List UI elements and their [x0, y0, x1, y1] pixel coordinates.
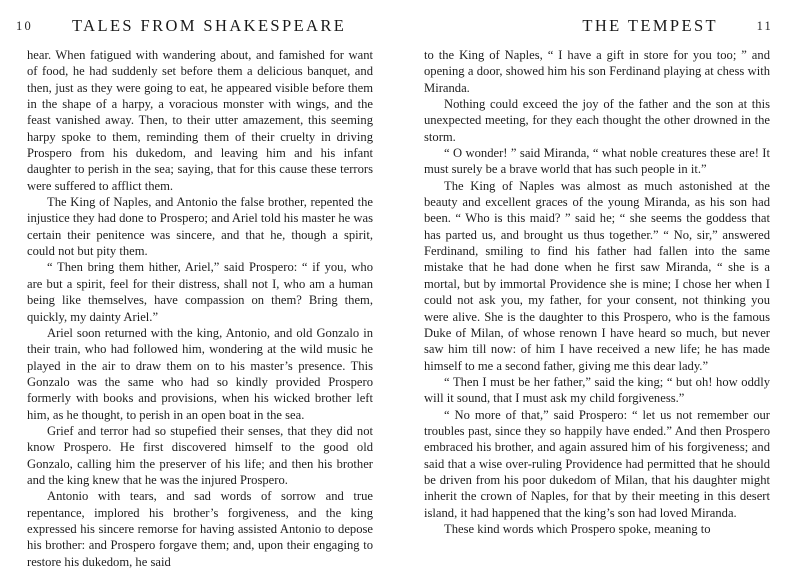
recto-header-title: THE TEMPEST	[582, 16, 718, 35]
paragraph: hear. When fatigued with wandering about, and famished for want of food, he had suddenly set before them a delicious banquet, and then, just as they were going to eat, he appeared visible before them in the shape of a harpy, a voracious monster with wings, and the feast vanished away. Then, to their utter amazement, this seeming harpy spoke to them, reminding them of their cruelty in driving Prospero from his dukedom, and leaving him and his infant daughter to perish in the sea; saying, that for this cause these terrors were suffered to afflict them.	[27, 48, 373, 193]
paragraph: Antonio with tears, and sad words of sorrow and true repentance, implored his brother’s forgiveness, and the king expressed his sincere remorse for having assisted Antonio to depose his brother: and Prospero forgave them; and, upon their engaging to restore his dukedom, he said	[27, 489, 373, 569]
verso-running-head	[16, 16, 376, 38]
paragraph: Grief and terror had so stupefied their senses, that they did not know Prospero. He first discovered himself to the good old Gonzalo, calling him the preserver of his life; and then his brother and the king knew that he was the injured Prospero.	[27, 423, 373, 487]
recto-page-number: 11	[756, 19, 773, 33]
verso-header-title: TALES FROM SHAKESPEARE	[72, 16, 347, 35]
paragraph: “ O wonder! ” said Miranda, “ what noble creatures these are! It must surely be a brave world that has such people in it.”	[424, 146, 770, 177]
paragraph: “ No more of that,” said Prospero: “ let us not remember our troubles past, since they so happily have ended.” And then Prospero embraced his brother, and again assured him of his forgiveness; and said that a wise over-ruling Providence had permitted that he should be driven from his poor dukedom of Milan, that his daughter might inherit the crown of Naples, for that by their meeting in this desert island, it had happened that the king’s son had loved Miranda.	[424, 407, 770, 520]
paragraph: These kind words which Prospero spoke, meaning to	[444, 521, 711, 536]
paragraph: “ Then bring them hither, Ariel,” said Prospero: “ if you, who are but a spirit, feel for their distress, shall not I, who am a human being like themselves, have compassion on them? Bring them, quickly, my dainty Ariel.”	[27, 260, 373, 324]
verso-page-number: 10	[16, 19, 33, 33]
paragraph: Nothing could exceed the joy of the father and the son at this unexpected meeting, for they each thought the other drowned in the storm.	[424, 97, 770, 144]
recto-running-head	[413, 16, 773, 38]
paragraph: The King of Naples, and Antonio the false brother, repented the injustice they had done to Prospero; and Ariel told his master he was certain their penitence was sincere, and that he, though a spirit, could not but pity them.	[27, 195, 373, 259]
paragraph: Ariel soon returned with the king, Antonio, and old Gonzalo in their train, who had followed him, wondering at the wild music he played in the air to draw them on to his master’s presence. This Gonzalo was the same who had so kindly provided Prospero formerly with books and provisions, when his wicked brother left him, as he thought, to perish in an open boat in the sea.	[27, 325, 373, 422]
paragraph: to the King of Naples, “ I have a gift in store for you too; ” and opening a door, showed him his son Ferdinand playing at chess with Miranda.	[424, 48, 770, 95]
left-text-column	[27, 47, 373, 570]
right-text-column	[424, 47, 770, 537]
paragraph: “ Then I must be her father,” said the king; “ but oh! how oddly will it sound, that I must ask my child forgiveness.”	[424, 374, 770, 406]
paragraph: The King of Naples was almost as much astonished at the beauty and excellent graces of the young Miranda, as his son had been. “ Who is this maid? ” said he; “ she seems the goddess that has parted us, and brought us thus together.” “ No, sir,” answered Ferdinand, smiling to find his father had fallen into the same mistake that he had done when he first saw Miranda, “ she is a mortal, but by immortal Providence she is mine; I chose her when I could not ask you, my father, for your consent, not thinking you were alive. She is the daughter to this Prospero, who is the famous Duke of Milan, of whose renown I have heard so much, but never saw him till now: of him I have received a new life; he has made himself to me a second father, giving me this dear lady.”	[424, 178, 770, 373]
